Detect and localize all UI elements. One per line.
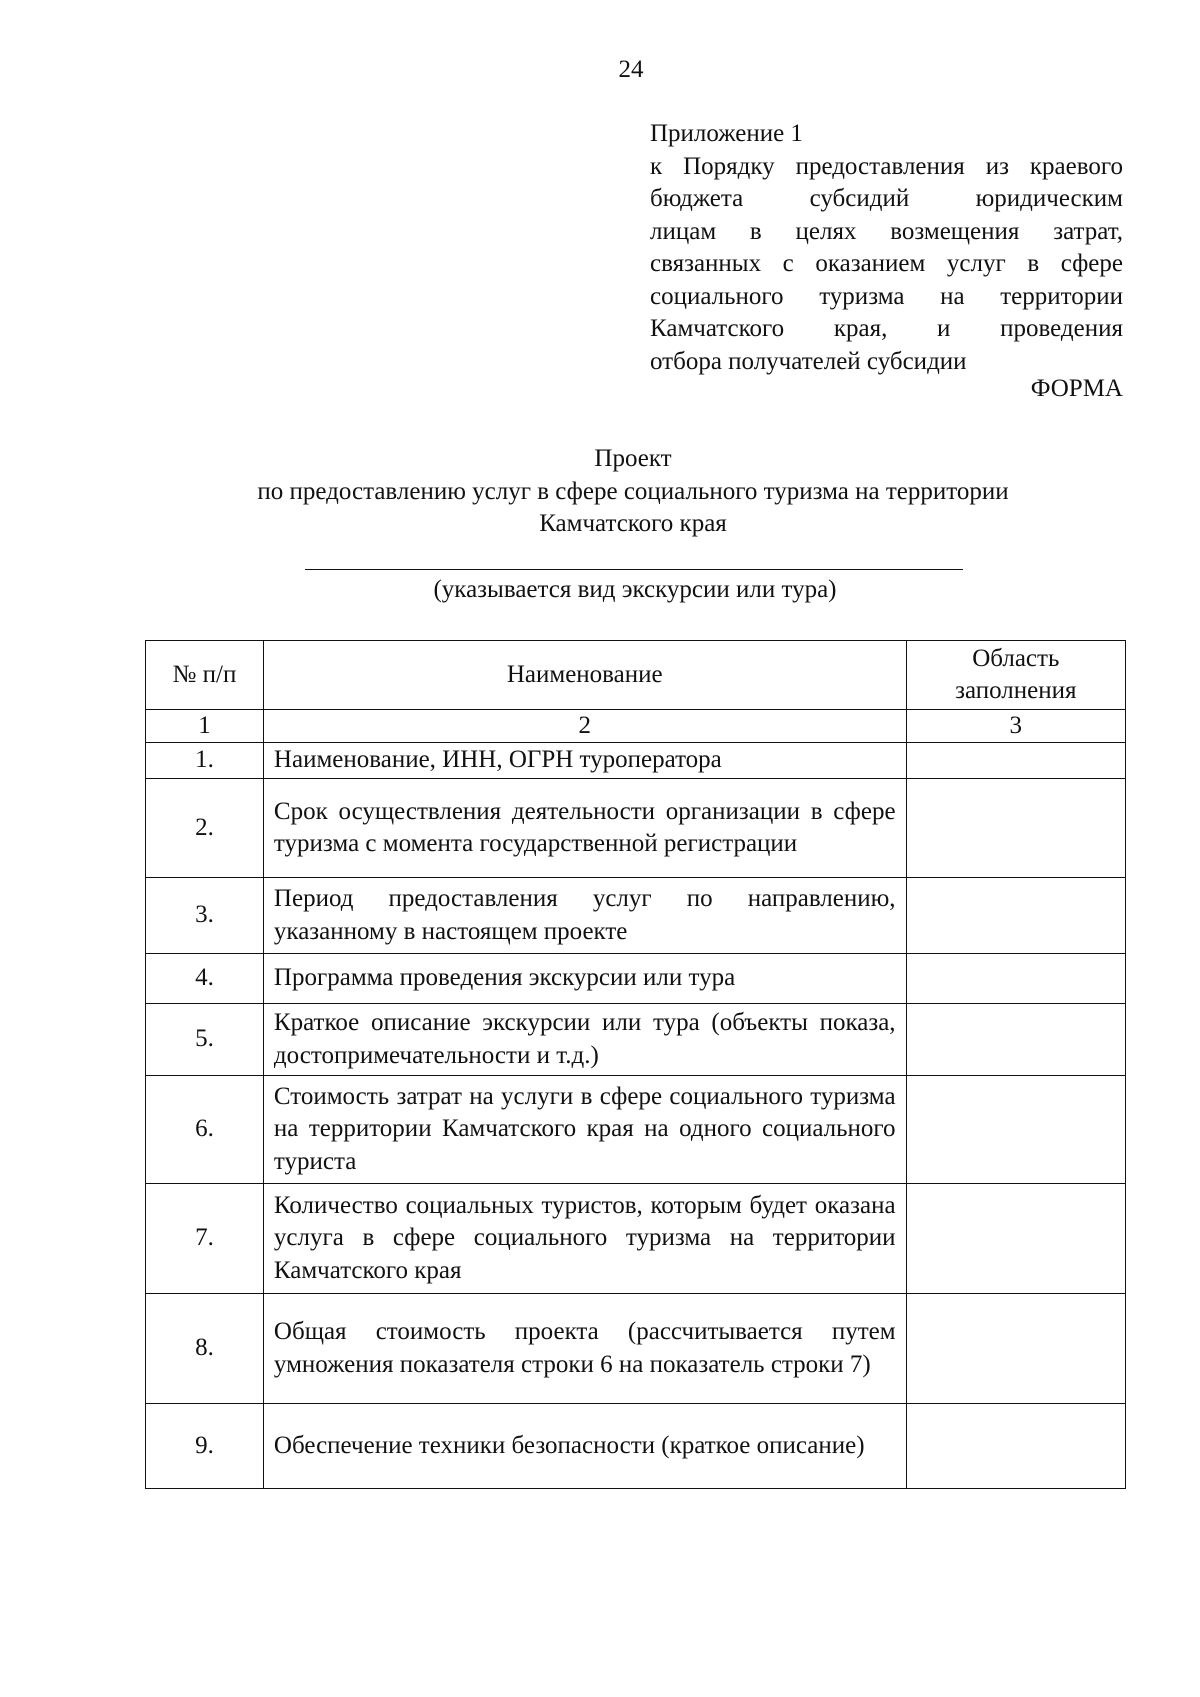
row-number: 3.	[146, 878, 264, 954]
column-number-row	[146, 710, 1126, 743]
header-fill: Область заполнения	[906, 641, 1125, 710]
page-number: 24	[618, 56, 644, 83]
appendix-block	[650, 118, 1123, 378]
title-line: Камчатского края	[539, 510, 727, 537]
table-row	[146, 1076, 1126, 1184]
appendix-line: связанных с оказанием услуг в сфере	[650, 250, 1123, 277]
row-fill-area[interactable]	[906, 743, 1125, 779]
table-row	[146, 954, 1126, 1004]
header-num: № п/п	[146, 641, 264, 710]
table-row	[146, 1404, 1126, 1489]
table-row	[146, 1004, 1126, 1076]
row-number: 8.	[146, 1294, 264, 1404]
table-header-row	[146, 641, 1126, 710]
appendix-line: бюджета субсидий юридическим	[650, 185, 1123, 212]
row-number: 2.	[146, 779, 264, 878]
row-name: Количество социальных туристов, которым будет оказана услуга в сфере социального туризма на территории Камчатского края	[263, 1184, 906, 1294]
column-number: 1	[146, 710, 264, 743]
row-name: Общая стоимость проекта (рассчитывается путем умножения показателя строки 6 на показатель строки 7)	[263, 1294, 906, 1404]
row-number: 5.	[146, 1004, 264, 1076]
appendix-line: отбора получателей субсидии	[650, 347, 967, 375]
appendix-line: социального туризма на территории	[650, 282, 1123, 310]
project-form-table	[145, 640, 1126, 1489]
form-label: ФОРМА	[1030, 375, 1123, 402]
column-number: 3	[906, 710, 1125, 743]
row-number: 1.	[146, 743, 264, 779]
row-number: 9.	[146, 1404, 264, 1489]
fill-in-caption: (указывается вид экскурсии или тура)	[433, 576, 837, 603]
header-name: Наименование	[263, 641, 906, 710]
appendix-line: Камчатского края, и проведения	[650, 315, 1123, 342]
row-name: Краткое описание экскурсии или тура (объекты показа, достопримечательности и т.д.)	[263, 1004, 906, 1076]
row-fill-area[interactable]	[906, 1004, 1125, 1076]
document-title	[150, 443, 1116, 541]
row-name: Обеспечение техники безопасности (краткое описание)	[263, 1404, 906, 1489]
column-number: 2	[263, 710, 906, 743]
table-row	[146, 779, 1126, 878]
row-name: Наименование, ИНН, ОГРН туроператора	[263, 743, 906, 779]
row-name: Период предоставления услуг по направлению, указанному в настоящем проекте	[263, 878, 906, 954]
table-row	[146, 878, 1126, 954]
row-fill-area[interactable]	[906, 1076, 1125, 1184]
row-number: 4.	[146, 954, 264, 1004]
row-fill-area[interactable]	[906, 1294, 1125, 1404]
row-fill-area[interactable]	[906, 1404, 1125, 1489]
table-row	[146, 1294, 1126, 1404]
fill-in-line	[305, 569, 963, 570]
row-fill-area[interactable]	[906, 779, 1125, 878]
row-number: 7.	[146, 1184, 264, 1294]
table-row	[146, 1184, 1126, 1294]
appendix-line: к Порядку предоставления из краевого	[650, 152, 1123, 180]
row-name: Стоимость затрат на услуги в сфере социального туризма на территории Камчатского края на одного социального туриста	[263, 1076, 906, 1184]
row-name: Программа проведения экскурсии или тура	[263, 954, 906, 1004]
title-line: по предоставлению услуг в сфере социального туризма на территории	[257, 477, 1009, 505]
table-row	[146, 743, 1126, 779]
appendix-line: лицам в целях возмещения затрат,	[650, 217, 1123, 245]
row-fill-area[interactable]	[906, 878, 1125, 954]
row-fill-area[interactable]	[906, 1184, 1125, 1294]
title-line: Проект	[594, 445, 672, 472]
appendix-line: Приложение 1	[650, 120, 803, 147]
row-number: 6.	[146, 1076, 264, 1184]
row-name: Срок осуществления деятельности организации в сфере туризма с момента государственной регистрации	[263, 779, 906, 878]
row-fill-area[interactable]	[906, 954, 1125, 1004]
